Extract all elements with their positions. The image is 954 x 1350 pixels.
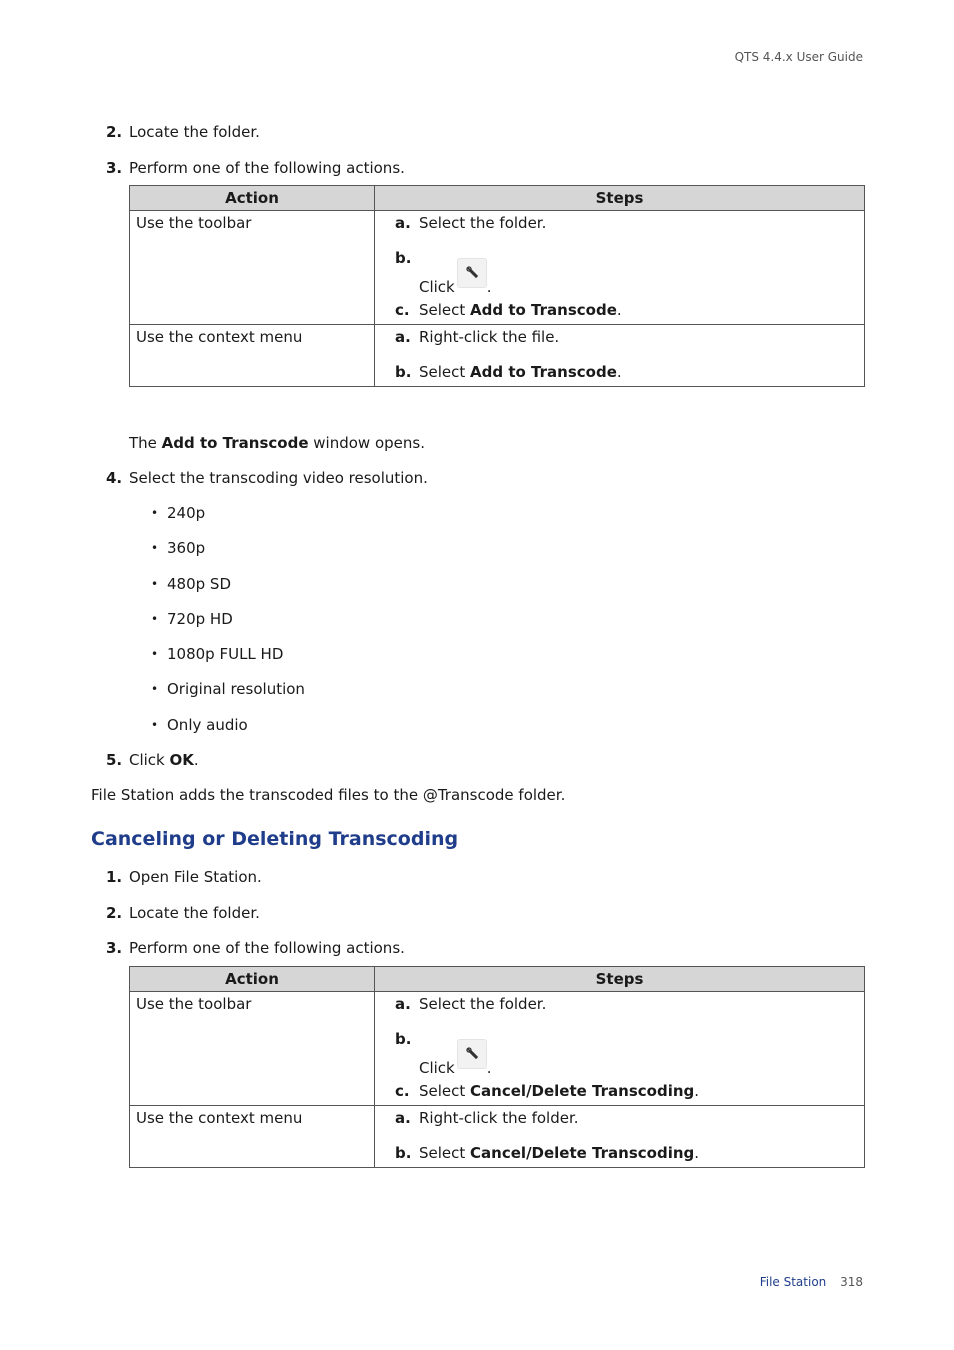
table-row [130,211,865,325]
action-cell: Use the context menu [136,1109,303,1127]
step-number: 2. [106,123,123,141]
action-cell: Use the context menu [136,328,303,346]
substep-c: c. Select Cancel/Delete Transcoding. [395,1082,700,1100]
column-header-action: Action [130,967,375,992]
transcode-actions-table [129,185,865,387]
step-number: 3. [106,939,123,957]
column-header-steps: Steps [375,186,865,211]
action-cell: Use the toolbar [136,214,252,232]
step-text: Open File Station. [129,868,262,886]
column-header-steps: Steps [375,967,865,992]
cancel-actions-table [129,966,865,1168]
table-row [130,325,865,387]
step-text: Perform one of the following actions. [129,939,405,957]
step-number: 3. [106,159,123,177]
step-number: 4. [106,469,123,487]
step-text: Locate the folder. [129,123,260,141]
action-cell: Use the toolbar [136,995,252,1013]
step-text: Locate the folder. [129,904,260,922]
substep-c: c. Select Add to Transcode. [395,301,622,319]
step-number: 1. [106,868,123,886]
table-row [130,1106,865,1168]
wrench-icon [457,258,487,288]
result-text: File Station adds the transcoded files to the @Transcode folder. [91,786,566,804]
column-header-action: Action [130,186,375,211]
substep-b: b. Select Cancel/Delete Transcoding. [395,1144,700,1162]
step-number: 2. [106,904,123,922]
wrench-icon [457,1039,487,1069]
guide-title: QTS 4.4.x User Guide [734,50,863,64]
footer-section: File Station [759,1275,827,1289]
step-text: Select the transcoding video resolution. [129,469,428,487]
substep-a: a. Right-click the file. [395,328,560,346]
window-opens-text: The Add to Transcode window opens. [129,434,425,452]
substep-b: b. Select Add to Transcode. [395,363,622,381]
step-number: 5. [106,751,123,769]
substep-a: a. Right-click the folder. [395,1109,579,1127]
substep-a: a. Select the folder. [395,995,547,1013]
substep-b: b. Click . [395,1030,492,1077]
substep-b: b. Click . [395,249,492,296]
step-text: Perform one of the following actions. [129,159,405,177]
substep-a: a. Select the folder. [395,214,547,232]
page-footer [760,1275,863,1289]
section-heading: Canceling or Deleting Transcoding [91,828,459,850]
page-number: 318 [840,1275,863,1289]
table-row [130,992,865,1106]
